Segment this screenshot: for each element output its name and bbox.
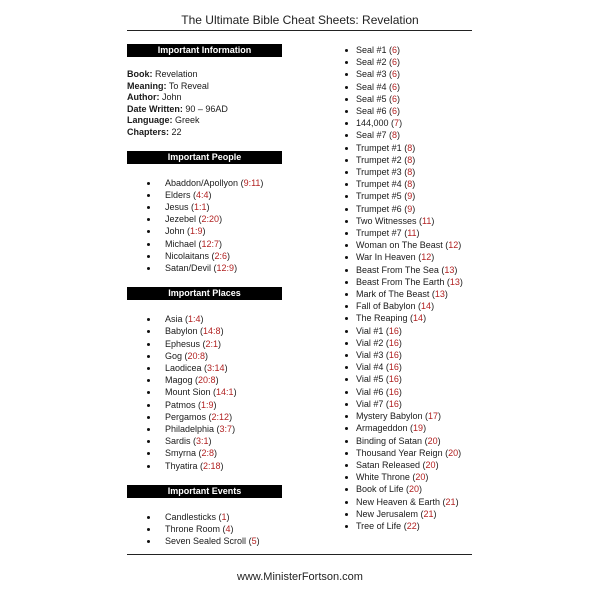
item-reference: 13 (444, 264, 455, 275)
item-name: Trumpet #7 (356, 228, 402, 239)
item-name: Elders (165, 189, 191, 200)
item-reference: 14 (413, 313, 424, 324)
info-label: Chapters: (127, 126, 170, 137)
item-name: Book of Life (356, 484, 404, 495)
item-reference: 11 (422, 215, 432, 226)
item-reference: 12 (448, 240, 459, 251)
item-name: Asia (165, 314, 183, 325)
item-name: Seal #1 (356, 45, 387, 55)
list-item: Trumpet #2 (8) (345, 154, 475, 166)
item-reference: 2:20 (201, 214, 220, 225)
list-item: Magog (20:8) (127, 374, 282, 386)
list-item: Abaddon/Apollyon (9:11) (127, 177, 282, 189)
item-reference: 6 (392, 106, 398, 117)
list-item: New Jerusalem (21) (345, 508, 475, 520)
item-name: Pergamos (165, 411, 207, 422)
item-reference: 14:1 (216, 387, 234, 398)
item-reference: 21 (445, 496, 456, 507)
item-name: New Heaven & Earth (356, 496, 441, 507)
item-reference: 4:4 (196, 189, 209, 200)
list-item: Pergamos (2:12) (127, 411, 282, 423)
item-name: Seal #2 (356, 57, 387, 68)
right-column (345, 44, 475, 532)
item-reference: 8 (392, 130, 398, 141)
list-item: Vial #5 (16) (345, 373, 475, 385)
item-name: Beast From The Sea (356, 264, 439, 275)
item-name: Vial #7 (356, 398, 384, 409)
list-item: Satan/Devil (12:9) (127, 262, 282, 274)
list-item: Binding of Satan (20) (345, 435, 475, 447)
item-reference: 22 (406, 520, 417, 531)
item-name: Trumpet #6 (356, 203, 402, 214)
info-value: Revelation (155, 69, 198, 79)
list-item: Trumpet #5 (9) (345, 190, 475, 202)
item-reference: 6 (392, 57, 398, 68)
item-reference: 16 (388, 337, 399, 348)
info-label: Language: (127, 115, 173, 126)
item-name: Candlesticks (165, 511, 217, 522)
top-divider (127, 30, 472, 31)
item-name: Gog (165, 350, 183, 361)
item-name: Seal #4 (356, 81, 387, 92)
item-reference: 14:8 (203, 326, 221, 337)
list-item: Trumpet #3 (8) (345, 166, 475, 178)
item-name: Abaddon/Apollyon (165, 177, 239, 188)
item-reference: 6 (392, 93, 398, 104)
list-item: Thyatira (2:18) (127, 460, 282, 472)
item-reference: 16 (388, 374, 399, 385)
people-header: Important People (127, 151, 282, 164)
events-list-right (345, 44, 475, 532)
item-name: Seal #7 (356, 130, 387, 141)
list-item: Tree of Life (22) (345, 520, 475, 532)
item-name: Two Witnesses (356, 215, 417, 226)
item-reference: 2:8 (201, 448, 215, 459)
item-name: Trumpet #3 (356, 167, 402, 178)
item-name: Seal #6 (356, 106, 387, 117)
item-name: John (165, 226, 185, 237)
item-name: Satan/Devil (165, 262, 212, 273)
item-reference: 14 (421, 301, 432, 312)
item-reference: 3:7 (219, 424, 233, 435)
item-reference: 12 (421, 252, 432, 263)
list-item: Seal #7 (8) (345, 129, 475, 141)
list-item: Seal #2 (6) (345, 56, 475, 68)
item-reference: 1 (221, 511, 227, 522)
list-item: Sardis (3:1) (127, 435, 282, 447)
list-item: 144,000 (7) (345, 117, 475, 129)
item-reference: 19 (413, 423, 424, 434)
item-reference: 6 (392, 81, 398, 92)
item-reference: 7 (394, 118, 400, 129)
item-name: Seal #3 (356, 69, 387, 80)
item-reference: 3:14 (207, 363, 225, 373)
item-reference: 1:4 (188, 314, 201, 325)
bottom-divider (127, 554, 472, 555)
item-name: Mystery Babylon (356, 411, 423, 422)
item-name: Vial #1 (356, 325, 384, 336)
info-label: Meaning: (127, 80, 167, 91)
item-name: Woman on The Beast (356, 240, 443, 251)
info-row (127, 115, 282, 127)
list-item: Seal #6 (6) (345, 105, 475, 117)
item-reference: 13 (449, 276, 460, 287)
item-reference: 8 (407, 142, 413, 153)
item-reference: 16 (388, 350, 399, 361)
item-reference: 20 (409, 484, 420, 495)
list-item: Vial #2 (16) (345, 337, 475, 349)
item-name: Jesus (165, 201, 189, 212)
item-reference: 12:7 (201, 238, 220, 249)
list-item: Vial #1 (16) (345, 325, 475, 337)
item-reference: 3:1 (196, 436, 209, 447)
item-name: Vial #4 (356, 362, 384, 373)
item-name: Mount Sion (165, 387, 211, 398)
item-name: War In Heaven (356, 252, 416, 263)
item-reference: 20:8 (187, 350, 206, 361)
item-reference: 8 (407, 154, 413, 165)
list-item: Two Witnesses (11) (345, 215, 475, 227)
item-name: Beast From The Earth (356, 276, 445, 287)
list-item: Trumpet #6 (9) (345, 203, 475, 215)
list-item: White Throne (20) (345, 471, 475, 483)
list-item: Vial #4 (16) (345, 361, 475, 373)
list-item: Gog (20:8) (127, 350, 282, 362)
list-item: Mount Sion (14:1) (127, 386, 282, 398)
item-reference: 16 (388, 362, 399, 373)
item-name: Armageddon (356, 423, 408, 434)
item-name: Sardis (165, 436, 191, 447)
list-item: Armageddon (19) (345, 422, 475, 434)
events-list-left (127, 511, 282, 548)
item-name: Jezebel (165, 214, 197, 225)
item-name: Thyatira (165, 460, 198, 471)
item-reference: 20 (448, 447, 459, 458)
item-reference: 20:8 (198, 375, 216, 386)
item-reference: 1:9 (201, 399, 214, 410)
info-value: 22 (171, 126, 182, 137)
list-item: Beast From The Sea (13) (345, 264, 475, 276)
item-name: Trumpet #2 (356, 154, 402, 165)
list-item: War In Heaven (12) (345, 251, 475, 263)
list-item: Fall of Babylon (14) (345, 300, 475, 312)
list-item: Babylon (14:8) (127, 325, 282, 337)
item-reference: 8 (407, 167, 413, 178)
item-name: Trumpet #1 (356, 142, 402, 153)
item-reference: 6 (392, 69, 398, 80)
item-name: Seal #5 (356, 93, 387, 104)
list-item: Seal #1 (6) (345, 44, 475, 56)
item-name: Tree of Life (356, 520, 402, 531)
list-item: Book of Life (20) (345, 483, 475, 495)
item-name: Patmos (165, 399, 196, 410)
item-name: Smyrna (165, 448, 197, 459)
info-row (127, 104, 282, 116)
item-name: Vial #2 (356, 337, 384, 348)
page-title: The Ultimate Bible Cheat Sheets: Revelation (181, 13, 419, 27)
list-item: Vial #6 (16) (345, 386, 475, 398)
list-item: Thousand Year Reign (20) (345, 447, 475, 459)
list-item: Candlesticks (1) (127, 511, 282, 523)
item-name: Vial #3 (356, 350, 384, 361)
item-reference: 16 (388, 398, 399, 409)
list-item: Smyrna (2:8) (127, 447, 282, 459)
item-reference: 16 (388, 325, 399, 336)
item-name: 144,000 (356, 118, 389, 129)
item-name: Trumpet #4 (356, 179, 402, 190)
item-name: White Throne (356, 472, 410, 483)
footer-url: www.MinisterFortson.com (237, 571, 363, 583)
item-reference: 9 (407, 191, 413, 202)
list-item: Jesus (1:1) (127, 201, 282, 213)
item-reference: 2:1 (205, 338, 219, 349)
item-reference: 1:1 (194, 201, 207, 212)
item-reference: 6 (392, 45, 398, 55)
item-name: Trumpet #5 (356, 191, 402, 202)
item-reference: 21 (423, 508, 434, 519)
info-value: Greek (175, 115, 200, 126)
item-name: Seven Sealed Scroll (165, 536, 247, 547)
item-name: Vial #5 (356, 374, 384, 385)
item-reference: 16 (388, 386, 399, 397)
item-reference: 11 (407, 228, 417, 239)
info-value: 90 – 96AD (185, 103, 228, 114)
info-row (127, 69, 282, 81)
list-item: Throne Room (4) (127, 523, 282, 535)
item-name: Thousand Year Reign (356, 447, 443, 458)
left-column (127, 44, 282, 560)
item-reference: 20 (427, 435, 438, 446)
places-header: Important Places (127, 287, 282, 300)
item-reference: 9:11 (243, 177, 261, 188)
item-name: Vial #6 (356, 386, 384, 397)
item-name: Ephesus (165, 338, 201, 349)
item-name: Satan Released (356, 459, 421, 470)
info-value: To Reveal (168, 80, 209, 91)
people-list (127, 177, 282, 275)
list-item: Laodicea (3:14) (127, 362, 282, 374)
item-reference: 9 (407, 203, 413, 214)
item-name: Philadelphia (165, 424, 215, 435)
info-label: Author: (127, 92, 160, 103)
list-item: New Heaven & Earth (21) (345, 496, 475, 508)
item-reference: 2:18 (203, 460, 221, 471)
item-name: Mark of The Beast (356, 289, 430, 300)
item-reference: 20 (415, 472, 426, 483)
list-item: Seal #4 (6) (345, 81, 475, 93)
info-header: Important Information (127, 44, 282, 57)
item-name: Fall of Babylon (356, 301, 416, 312)
item-reference: 2:6 (214, 250, 228, 261)
list-item: Ephesus (2:1) (127, 338, 282, 350)
item-name: Nicolaitans (165, 250, 210, 261)
item-name: Throne Room (165, 524, 221, 535)
list-item: Woman on The Beast (12) (345, 239, 475, 251)
list-item: Trumpet #7 (11) (345, 227, 475, 239)
list-item: Michael (12:7) (127, 238, 282, 250)
list-item: John (1:9) (127, 225, 282, 237)
item-name: Laodicea (165, 363, 202, 373)
list-item: Mark of The Beast (13) (345, 288, 475, 300)
list-item: Jezebel (2:20) (127, 213, 282, 225)
item-name: The Reaping (356, 313, 408, 324)
info-label: Date Written: (127, 103, 183, 114)
info-label: Book: (127, 69, 153, 79)
item-reference: 13 (434, 289, 445, 300)
list-item: Asia (1:4) (127, 313, 282, 325)
item-name: Binding of Satan (356, 435, 423, 446)
info-list (127, 69, 282, 139)
list-item: Vial #7 (16) (345, 398, 475, 410)
events-header: Important Events (127, 485, 282, 498)
item-reference: 12:9 (216, 262, 235, 273)
item-name: Michael (165, 238, 197, 249)
list-item: Vial #3 (16) (345, 349, 475, 361)
item-name: New Jerusalem (356, 508, 419, 519)
list-item: Nicolaitans (2:6) (127, 250, 282, 262)
item-reference: 4 (225, 524, 231, 535)
list-item: Trumpet #4 (8) (345, 178, 475, 190)
list-item: Philadelphia (3:7) (127, 423, 282, 435)
list-item: The Reaping (14) (345, 312, 475, 324)
item-name: Babylon (165, 326, 198, 337)
item-reference: 2:12 (211, 411, 230, 422)
places-list (127, 313, 282, 472)
info-row (127, 127, 282, 139)
list-item: Beast From The Earth (13) (345, 276, 475, 288)
list-item: Satan Released (20) (345, 459, 475, 471)
list-item: Patmos (1:9) (127, 399, 282, 411)
list-item: Trumpet #1 (8) (345, 142, 475, 154)
item-reference: 5 (251, 536, 257, 547)
info-row (127, 81, 282, 93)
list-item: Mystery Babylon (17) (345, 410, 475, 422)
item-reference: 1:9 (190, 226, 203, 237)
info-value: John (162, 92, 182, 103)
item-reference: 8 (407, 179, 413, 190)
item-name: Magog (165, 375, 193, 386)
item-reference: 17 (428, 411, 439, 422)
list-item: Seal #3 (6) (345, 68, 475, 80)
list-item: Elders (4:4) (127, 189, 282, 201)
item-reference: 20 (425, 459, 436, 470)
info-row (127, 92, 282, 104)
list-item: Seal #5 (6) (345, 93, 475, 105)
list-item: Seven Sealed Scroll (5) (127, 535, 282, 547)
